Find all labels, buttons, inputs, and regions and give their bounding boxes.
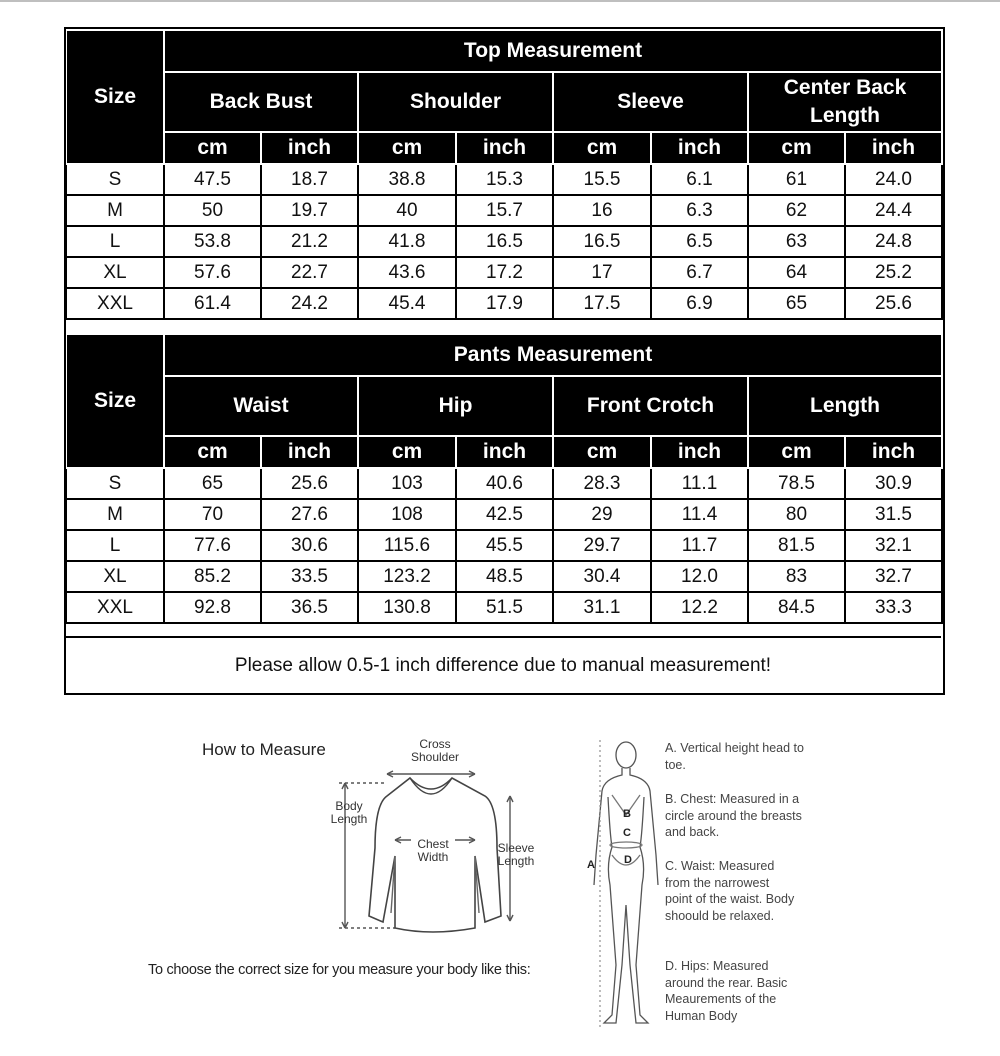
value-cell: 62	[748, 195, 845, 226]
chest-width-label: Chest Width	[411, 838, 455, 864]
unit-row	[66, 436, 942, 468]
table-row	[66, 561, 942, 592]
value-cell: 28.3	[553, 468, 651, 499]
size-header: Size	[66, 30, 164, 164]
body-length-label: Body Length	[330, 799, 368, 826]
value-cell: 30.4	[553, 561, 651, 592]
value-cell: 92.8	[164, 592, 261, 623]
value-cell: 17	[553, 257, 651, 288]
value-cell: 70	[164, 499, 261, 530]
value-cell: 24.4	[845, 195, 942, 226]
value-cell: 43.6	[358, 257, 456, 288]
value-cell: 48.5	[456, 561, 553, 592]
value-cell: 123.2	[358, 561, 456, 592]
how-to-measure-title: How to Measure	[202, 740, 326, 759]
unit-cell: cm	[748, 132, 845, 164]
measurement-note: Please allow 0.5-1 inch difference due to manual measurement!	[65, 636, 941, 693]
value-cell: 41.8	[358, 226, 456, 257]
value-cell: 29	[553, 499, 651, 530]
value-cell: 51.5	[456, 592, 553, 623]
value-cell: 22.7	[261, 257, 358, 288]
size-cell: XXL	[66, 592, 164, 623]
value-cell: 61.4	[164, 288, 261, 319]
unit-cell: inch	[261, 436, 358, 468]
group-header-shoulder: Shoulder	[358, 72, 553, 132]
human-body-figure	[582, 735, 672, 1035]
value-cell: 19.7	[261, 195, 358, 226]
unit-cell: inch	[845, 436, 942, 468]
legend-b	[665, 791, 807, 841]
pants-measurement-table	[65, 333, 943, 624]
group-header-front-crotch: Front Crotch	[553, 376, 748, 436]
size-cell: S	[66, 164, 164, 195]
value-cell: 40.6	[456, 468, 553, 499]
legend-c	[665, 858, 797, 924]
group-header-sleeve: Sleeve	[553, 72, 748, 132]
value-cell: 12.2	[651, 592, 748, 623]
value-cell: 31.5	[845, 499, 942, 530]
unit-cell: cm	[358, 132, 456, 164]
value-cell: 6.7	[651, 257, 748, 288]
value-cell: 61	[748, 164, 845, 195]
table-row	[66, 592, 942, 623]
table-row	[66, 530, 942, 561]
cross-shoulder-label: Cross Shoulder	[410, 737, 460, 764]
value-cell: 15.7	[456, 195, 553, 226]
value-cell: 6.3	[651, 195, 748, 226]
value-cell: 15.5	[553, 164, 651, 195]
value-cell: 16.5	[456, 226, 553, 257]
value-cell: 47.5	[164, 164, 261, 195]
value-cell: 11.4	[651, 499, 748, 530]
value-cell: 6.9	[651, 288, 748, 319]
value-cell: 53.8	[164, 226, 261, 257]
figure-letter-c: C	[623, 827, 631, 839]
value-cell: 31.1	[553, 592, 651, 623]
table-row	[66, 288, 942, 319]
size-cell: XL	[66, 257, 164, 288]
value-cell: 65	[164, 468, 261, 499]
table-row	[66, 257, 942, 288]
unit-cell: cm	[358, 436, 456, 468]
value-cell: 63	[748, 226, 845, 257]
top-divider-line	[0, 0, 1000, 2]
value-cell: 11.1	[651, 468, 748, 499]
value-cell: 83	[748, 561, 845, 592]
unit-cell: cm	[748, 436, 845, 468]
value-cell: 38.8	[358, 164, 456, 195]
group-header-center-back-length: Center Back Length	[748, 72, 942, 132]
unit-cell: inch	[261, 132, 358, 164]
size-cell: M	[66, 499, 164, 530]
group-header-hip: Hip	[358, 376, 553, 436]
value-cell: 115.6	[358, 530, 456, 561]
value-cell: 32.1	[845, 530, 942, 561]
size-cell: XL	[66, 561, 164, 592]
unit-cell: inch	[456, 132, 553, 164]
value-cell: 18.7	[261, 164, 358, 195]
sleeve-length-label: Sleeve Length	[497, 841, 535, 868]
group-header-back-bust: Back Bust	[164, 72, 358, 132]
value-cell: 6.5	[651, 226, 748, 257]
value-cell: 25.6	[261, 468, 358, 499]
unit-row	[66, 132, 942, 164]
value-cell: 32.7	[845, 561, 942, 592]
size-cell: M	[66, 195, 164, 226]
value-cell: 30.9	[845, 468, 942, 499]
unit-cell: cm	[164, 436, 261, 468]
value-cell: 81.5	[748, 530, 845, 561]
legend-a-text: A. Vertical height head to toe.	[665, 741, 804, 772]
top-measurement-title: Top Measurement	[164, 30, 942, 72]
value-cell: 25.6	[845, 288, 942, 319]
size-instruction-text: To choose the correct size for you measure your body like this:	[148, 962, 531, 978]
top-measurement-table	[65, 29, 943, 320]
value-cell: 33.5	[261, 561, 358, 592]
value-cell: 6.1	[651, 164, 748, 195]
value-cell: 30.6	[261, 530, 358, 561]
group-header-length: Length	[748, 376, 942, 436]
value-cell: 27.6	[261, 499, 358, 530]
unit-cell: inch	[456, 436, 553, 468]
unit-cell: cm	[164, 132, 261, 164]
value-cell: 45.4	[358, 288, 456, 319]
value-cell: 85.2	[164, 561, 261, 592]
legend-c-text: C. Waist: Measured from the narrowest point of the waist. Body shoould be relaxed.	[665, 859, 795, 923]
unit-cell: cm	[553, 132, 651, 164]
value-cell: 11.7	[651, 530, 748, 561]
size-cell: L	[66, 530, 164, 561]
value-cell: 17.5	[553, 288, 651, 319]
value-cell: 103	[358, 468, 456, 499]
figure-letter-a: A	[587, 859, 595, 871]
value-cell: 77.6	[164, 530, 261, 561]
table-row	[66, 226, 942, 257]
value-cell: 40	[358, 195, 456, 226]
table-row	[66, 468, 942, 499]
value-cell: 45.5	[456, 530, 553, 561]
table-row	[66, 195, 942, 226]
value-cell: 130.8	[358, 592, 456, 623]
value-cell: 15.3	[456, 164, 553, 195]
value-cell: 16	[553, 195, 651, 226]
value-cell: 24.8	[845, 226, 942, 257]
unit-cell: inch	[845, 132, 942, 164]
value-cell: 36.5	[261, 592, 358, 623]
value-cell: 25.2	[845, 257, 942, 288]
value-cell: 50	[164, 195, 261, 226]
value-cell: 65	[748, 288, 845, 319]
unit-cell: inch	[651, 436, 748, 468]
value-cell: 108	[358, 499, 456, 530]
value-cell: 42.5	[456, 499, 553, 530]
size-cell: XXL	[66, 288, 164, 319]
value-cell: 21.2	[261, 226, 358, 257]
pants-measurement-title: Pants Measurement	[164, 334, 942, 376]
value-cell: 24.0	[845, 164, 942, 195]
value-cell: 29.7	[553, 530, 651, 561]
group-header-waist: Waist	[164, 376, 358, 436]
figure-letter-b: B	[623, 808, 631, 820]
size-header: Size	[66, 334, 164, 468]
value-cell: 12.0	[651, 561, 748, 592]
legend-a	[665, 740, 805, 773]
unit-cell: cm	[553, 436, 651, 468]
size-cell: L	[66, 226, 164, 257]
value-cell: 33.3	[845, 592, 942, 623]
value-cell: 57.6	[164, 257, 261, 288]
value-cell: 17.2	[456, 257, 553, 288]
table-row	[66, 499, 942, 530]
value-cell: 17.9	[456, 288, 553, 319]
value-cell: 24.2	[261, 288, 358, 319]
value-cell: 78.5	[748, 468, 845, 499]
figure-letter-d: D	[624, 854, 632, 866]
value-cell: 80	[748, 499, 845, 530]
table-row	[66, 164, 942, 195]
size-cell: S	[66, 468, 164, 499]
value-cell: 84.5	[748, 592, 845, 623]
legend-b-text: B. Chest: Measured in a circle around the breasts and back.	[665, 792, 802, 839]
value-cell: 16.5	[553, 226, 651, 257]
unit-cell: inch	[651, 132, 748, 164]
legend-d-text: D. Hips: Measured around the rear. Basic Meaurements of the Human Body	[665, 959, 788, 1023]
value-cell: 64	[748, 257, 845, 288]
legend-d	[665, 958, 805, 1024]
